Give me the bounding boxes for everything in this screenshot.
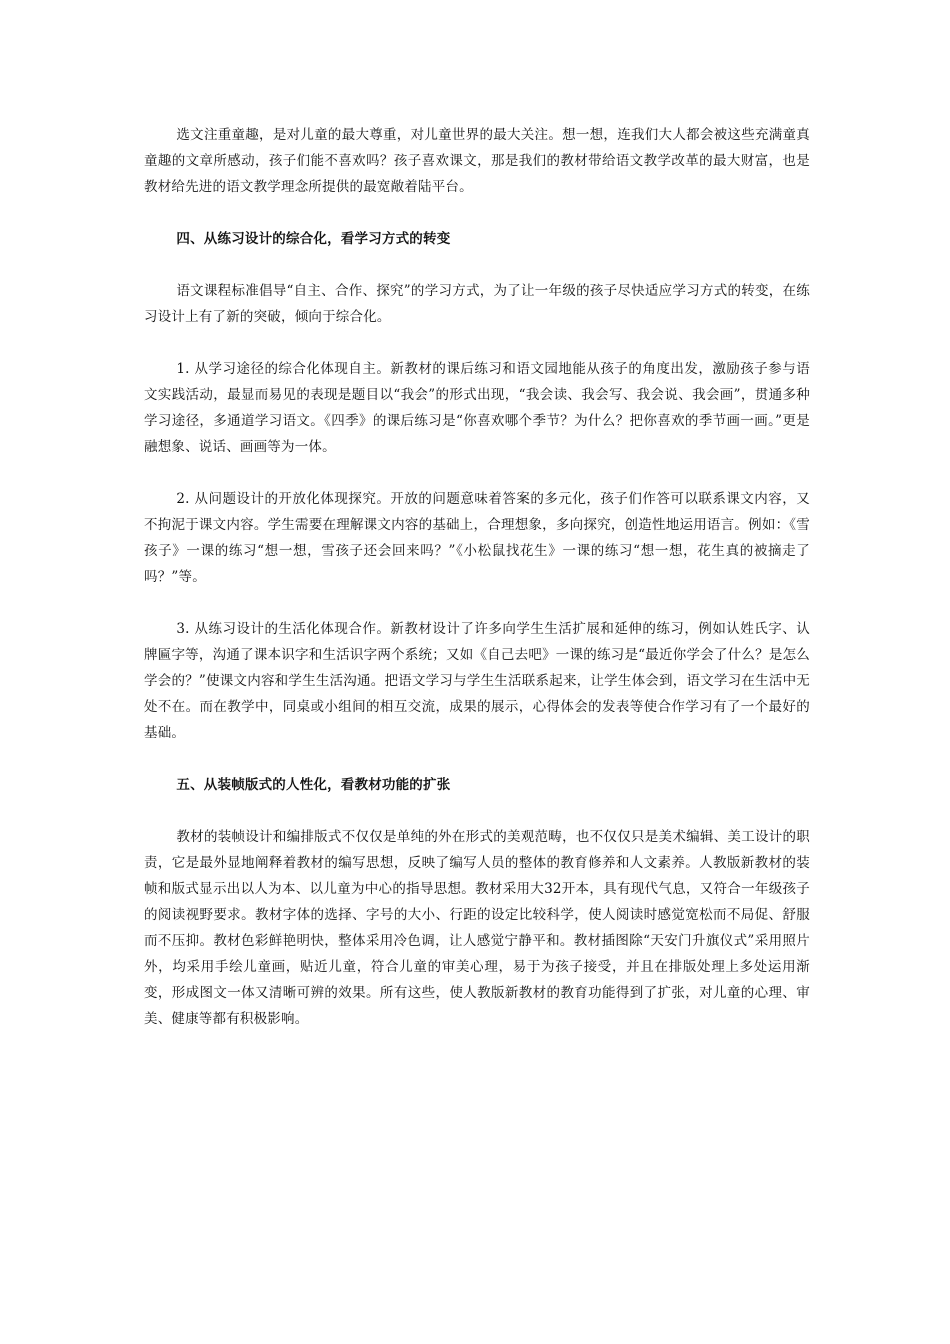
paragraph-point-3: 3. 从练习设计的生活化体现合作。新教材设计了许多向学生生活扩展和延伸的练习，例如认姓氏字、认牌匾字等，沟通了课本识字和生活识字两个系统；又如《自己去吧》一课的练习是“最近你学会了什么？是怎么学会的？”使课文内容和学生生活沟通。把语文学习与学生生活联系起来，让学生体会到，语文学习在生活中无处不在。而在教学中，同桌或小组间的相互交流，成果的展示，心得体会的发表等使合作学习有了一个最好的基础。: [144, 621, 810, 741]
paragraph-intro: 选文注重童趣，是对儿童的最大尊重，对儿童世界的最大关注。想一想，连我们大人都会被这些充满童真童趣的文章所感动，孩子们能不喜欢吗？孩子喜欢课文，那是我们的教材带给语文教学改革的最大财富，也是教材给先进的语文教学理念所提供的最宽敞着陆平台。: [144, 127, 810, 195]
paragraph-point-2: 2. 从问题设计的开放化体现探究。开放的问题意味着答案的多元化，孩子们作答可以联系课文内容，又不拘泥于课文内容。学生需要在理解课文内容的基础上，合理想象，多向探究，创造性地运用语言。例如：《雪孩子》一课的练习“想一想，雪孩子还会回来吗？”《小松鼠找花生》一课的练习“想一想，花生真的被摘走了吗？”等。: [144, 491, 810, 585]
section-heading-5: 五、从装帧版式的人性化，看教材功能的扩张: [176, 777, 451, 793]
paragraph-section4-intro: 语文课程标准倡导“自主、合作、探究”的学习方式，为了让一年级的孩子尽快适应学习方式的转变，在练习设计上有了新的突破，倾向于综合化。: [144, 283, 810, 325]
paragraph-point-1: 1. 从学习途径的综合化体现自主。新教材的课后练习和语文园地能从孩子的角度出发，激励孩子参与语文实践活动，最显而易见的表现是题目以“我会”的形式出现，“我会读、我会写、我会说、我会画”，贯通多种学习途径，多通道学习语文。《四季》的课后练习是“你喜欢哪个季节？为什么？把你喜欢的季节画一画。”更是融想象、说话、画画等为一体。: [144, 361, 810, 455]
section-heading-4: 四、从练习设计的综合化，看学习方式的转变: [176, 231, 451, 247]
document-body: [144, 122, 810, 1058]
paragraph-section5: 教材的装帧设计和编排版式不仅仅是单纯的外在形式的美观范畴，也不仅仅只是美术编辑、美工设计的职责，它是最外显地阐释着教材的编写思想，反映了编写人员的整体的教育修养和人文素养。人教版新教材的装帧和版式显示出以人为本、以儿童为中心的指导思想。教材采用大32开本，具有现代气息，又符合一年级孩子的阅读视野要求。教材字体的选择、字号的大小、行距的设定比较科学，使人阅读时感觉宽松而不局促、舒服而不压抑。教材色彩鲜艳明快，整体采用冷色调，让人感觉宁静平和。教材插图除“天安门升旗仪式”采用照片外，均采用手绘儿童画，贴近儿童，符合儿童的审美心理，易于为孩子接受，并且在排版处理上多处运用渐变，形成图文一体又清晰可辨的效果。所有这些，使人教版新教材的教育功能得到了扩张，对儿童的心理、审美、健康等都有积极影响。: [144, 829, 810, 1027]
